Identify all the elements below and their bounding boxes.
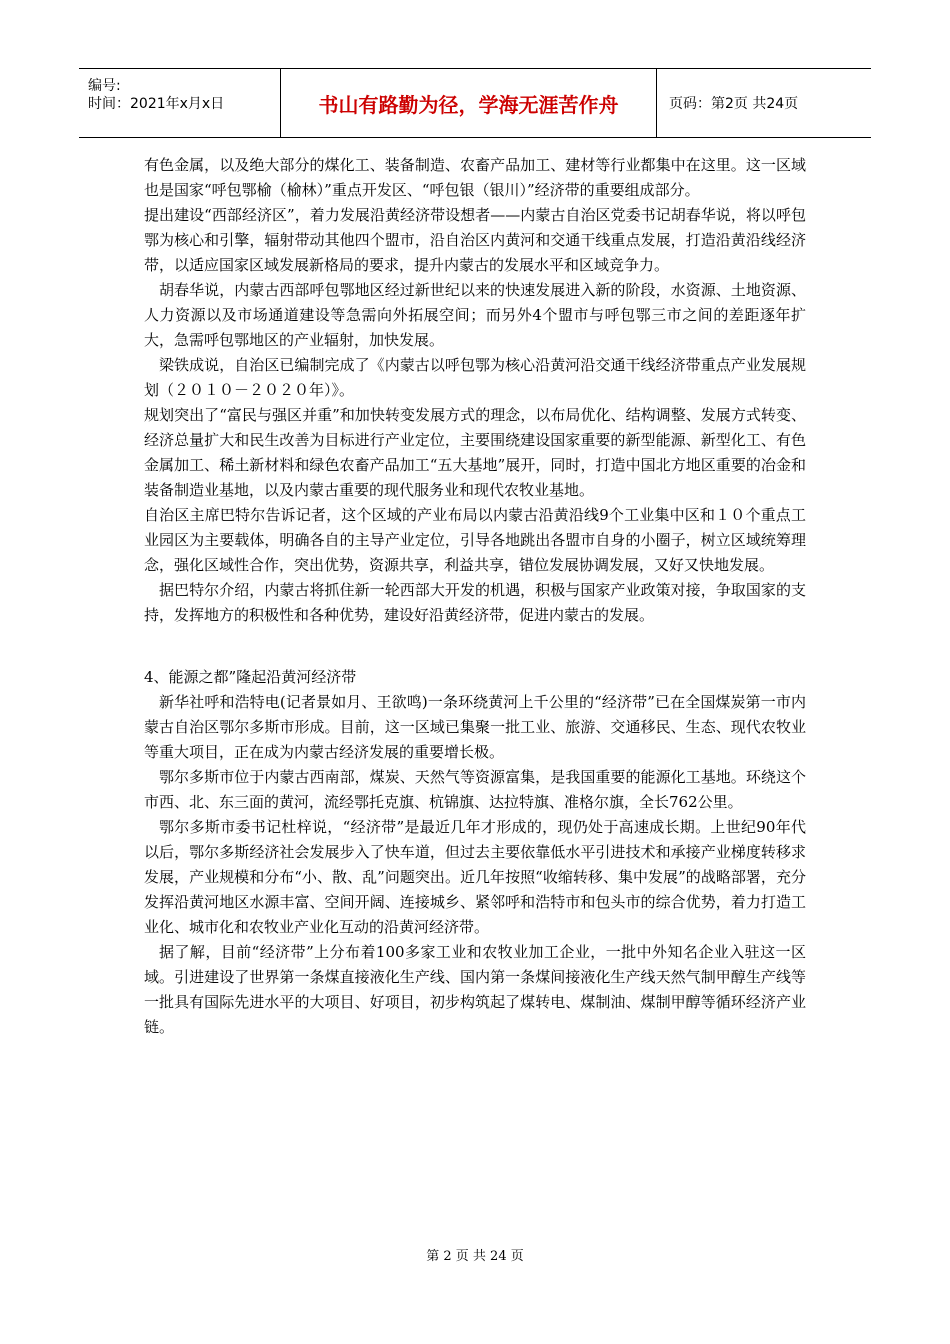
document-body — [144, 153, 806, 1040]
number-label: 编号: — [88, 78, 121, 94]
paragraph: 据了解，目前“经济带”上分布着100多家工业和农牧业加工企业，一批中外知名企业入驻这一区域。引进建设了世界第一条煤直接液化生产线、国内第一条煤间接液化生产线天然气制甲醇生产线等一批具有国际先进水平的大项目、好项目，初步构筑起了煤转电、煤制油、煤制甲醇等循环经济产业链。 — [144, 943, 806, 1036]
paragraph: 胡春华说，内蒙古西部呼包鄂地区经过新世纪以来的快速发展进入新的阶段，水资源、土地资源、人力资源以及市场通道建设等急需向外拓展空间；而另外4个盟市与呼包鄂三市之间的差距逐年扩大，急需呼包鄂地区的产业辐射，加快发展。 — [144, 281, 806, 349]
section-title: 4、能源之都”隆起沿黄河经济带 — [144, 668, 357, 686]
paragraph: 提出建设“西部经济区”，着力发展沿黄经济带设想者——内蒙古自治区党委书记胡春华说，将以呼包鄂为核心和引擎，辐射带动其他四个盟市，沿自治区内黄河和交通干线重点发展，打造沿黄沿线经济带，以适应国家区域发展新格局的要求，提升内蒙古的发展水平和区域竞争力。 — [144, 206, 806, 274]
page-footer: 第 2 页 共 24 页 — [426, 1249, 524, 1264]
page-label: 页码：第2页 共24页 — [669, 96, 799, 112]
paragraph: 新华社呼和浩特电(记者景如月、王欲鸣)一条环绕黄河上千公里的“经济带”已在全国煤炭第一市内蒙古自治区鄂尔多斯市形成。目前，这一区域已集聚一批工业、旅游、交通移民、生态、现代农牧业等重大项目，正在成为内蒙古经济发展的重要增长极。 — [144, 693, 806, 761]
paragraph: 鄂尔多斯市委书记杜梓说，“经济带”是最近几年才形成的，现仍处于高速成长期。上世纪90年代以后，鄂尔多斯经济社会发展步入了快车道，但过去主要依靠低水平引进技术和承接产业梯度转移求发展，产业规模和分布“小、散、乱”问题突出。近几年按照“收缩转移、集中发展”的战略部署，充分发挥沿黄河地区水源丰富、空间开阔、连接城乡、紧邻呼和浩特市和包头市的综合优势，着力打造工业化、城市化和农牧业产业化互动的沿黄河经济带。 — [144, 818, 806, 936]
time-label: 时间：2021年x月x日 — [88, 96, 225, 112]
paragraph: 据巴特尔介绍，内蒙古将抓住新一轮西部大开发的机遇，积极与国家产业政策对接，争取国家的支持，发挥地方的积极性和各种优势，建设好沿黄经济带，促进内蒙古的发展。 — [144, 581, 806, 624]
paragraph: 鄂尔多斯市位于内蒙古西南部，煤炭、天然气等资源富集，是我国重要的能源化工基地。环绕这个市西、北、东三面的黄河，流经鄂托克旗、杭锦旗、达拉特旗、准格尔旗，全长762公里。 — [144, 768, 806, 811]
document-header — [79, 68, 871, 138]
paragraph: 有色金属，以及绝大部分的煤化工、装备制造、农畜产品加工、建材等行业都集中在这里。这一区域也是国家“呼包鄂榆（榆林）”重点开发区、“呼包银（银川）”经济带的重要组成部分。 — [144, 156, 806, 199]
spacer — [144, 628, 806, 665]
paragraph: 梁铁成说，自治区已编制完成了《内蒙古以呼包鄂为核心沿黄河沿交通干线经济带重点产业发展规划（２０１０－２０２０年）》。 — [144, 356, 806, 399]
paragraph: 规划突出了“富民与强区并重”和加快转变发展方式的理念，以布局优化、结构调整、发展方式转变、经济总量扩大和民生改善为目标进行产业定位，主要围绕建设国家重要的新型能源、新型化工、有色金属加工、稀土新材料和绿色农畜产品加工“五大基地”展开，同时，打造中国北方地区重要的冶金和装备制造业基地，以及内蒙古重要的现代服务业和现代农牧业基地。 — [144, 406, 806, 499]
motto: 书山有路勤为径，学海无涯苦作舟 — [281, 69, 657, 137]
paragraph: 自治区主席巴特尔告诉记者，这个区域的产业布局以内蒙古沿黄沿线9个工业集中区和１０个重点工业园区为主要载体，明确各自的主导产业定位，引导各地跳出各盟市自身的小圈子，树立区域统筹理念，强化区域性合作，突出优势，资源共享，利益共享，错位发展协调发展，又好又快地发展。 — [144, 506, 806, 574]
header-info-cell — [79, 69, 281, 137]
